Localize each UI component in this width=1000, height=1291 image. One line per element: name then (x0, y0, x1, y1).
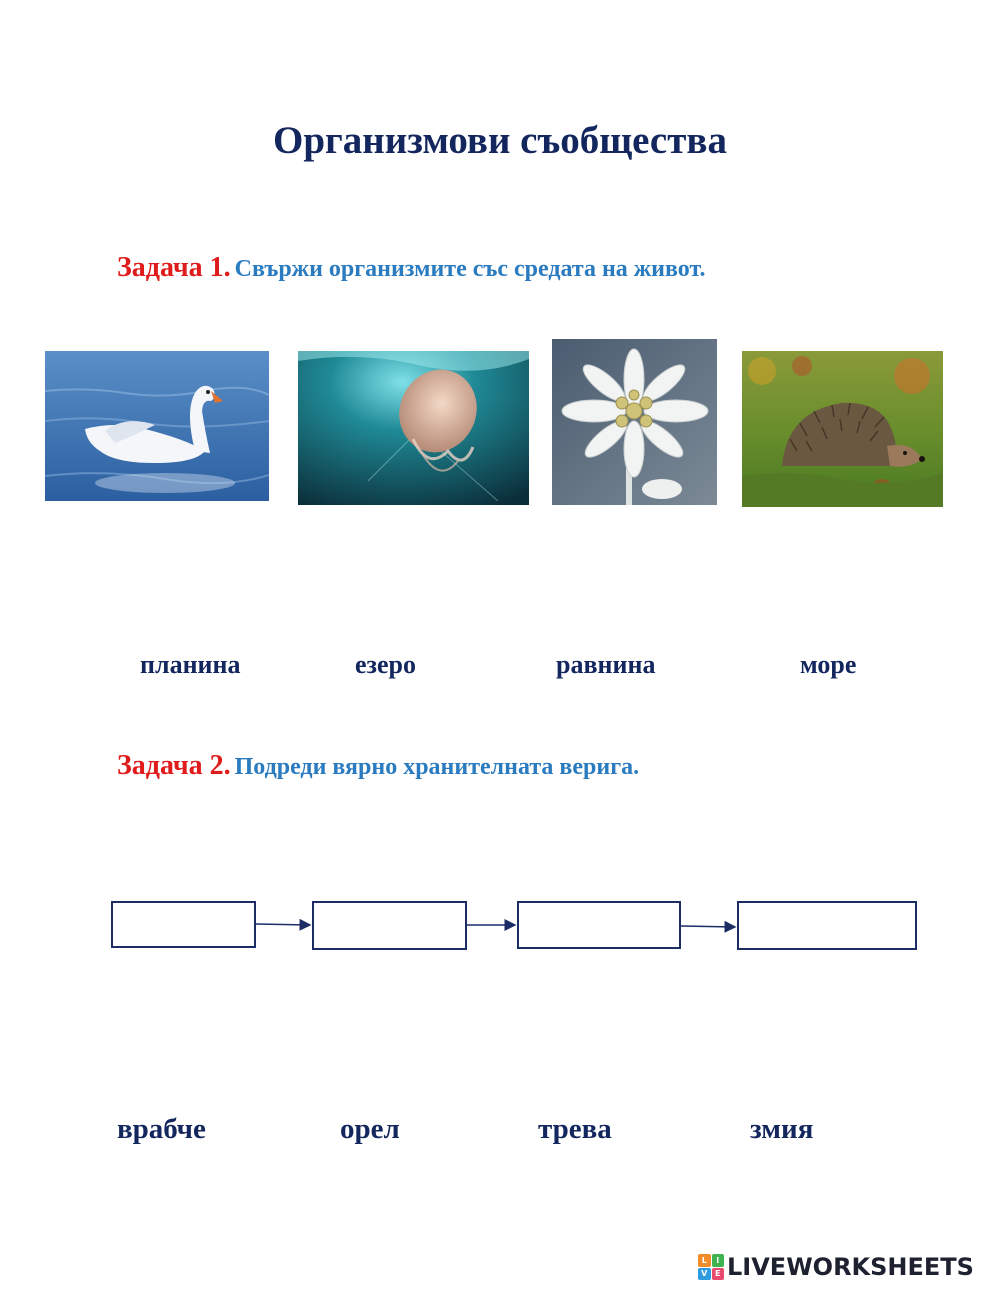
chain-arrow (256, 924, 310, 925)
swan-photo (45, 351, 269, 501)
organism-word[interactable]: змия (750, 1113, 814, 1145)
liveworksheets-logo-icon: L I V E (698, 1254, 724, 1280)
habitat-word[interactable]: езеро (355, 650, 416, 679)
chain-box-2[interactable] (312, 901, 467, 950)
chain-box-4[interactable] (737, 901, 917, 950)
organism-word[interactable]: орел (340, 1113, 400, 1145)
jellyfish-photo (298, 351, 529, 505)
task-2-instruction: Подреди вярно хранителната верига. (234, 754, 640, 780)
habitat-word[interactable]: море (800, 650, 857, 679)
chain-box-3[interactable] (517, 901, 681, 949)
edelweiss-photo (552, 339, 717, 505)
habitat-word[interactable]: планина (140, 650, 241, 679)
chain-box-1[interactable] (111, 901, 256, 948)
task-2-number: Задача 2. (117, 750, 231, 781)
organism-word[interactable]: трева (538, 1113, 612, 1145)
organism-word[interactable]: врабче (117, 1113, 206, 1145)
task-1-heading (117, 252, 705, 284)
brand-name: LIVEWORKSHEETS (727, 1253, 974, 1281)
task-2-heading (117, 750, 639, 782)
liveworksheets-watermark (698, 1253, 974, 1281)
page-title: Организмови съобщества (273, 119, 727, 162)
hedgehog-photo (742, 351, 943, 507)
task-1-instruction: Свържи организмите със средата на живот. (234, 256, 706, 282)
task-1-number: Задача 1. (117, 252, 231, 283)
habitat-word[interactable]: равнина (556, 650, 656, 679)
chain-arrow (681, 926, 735, 927)
